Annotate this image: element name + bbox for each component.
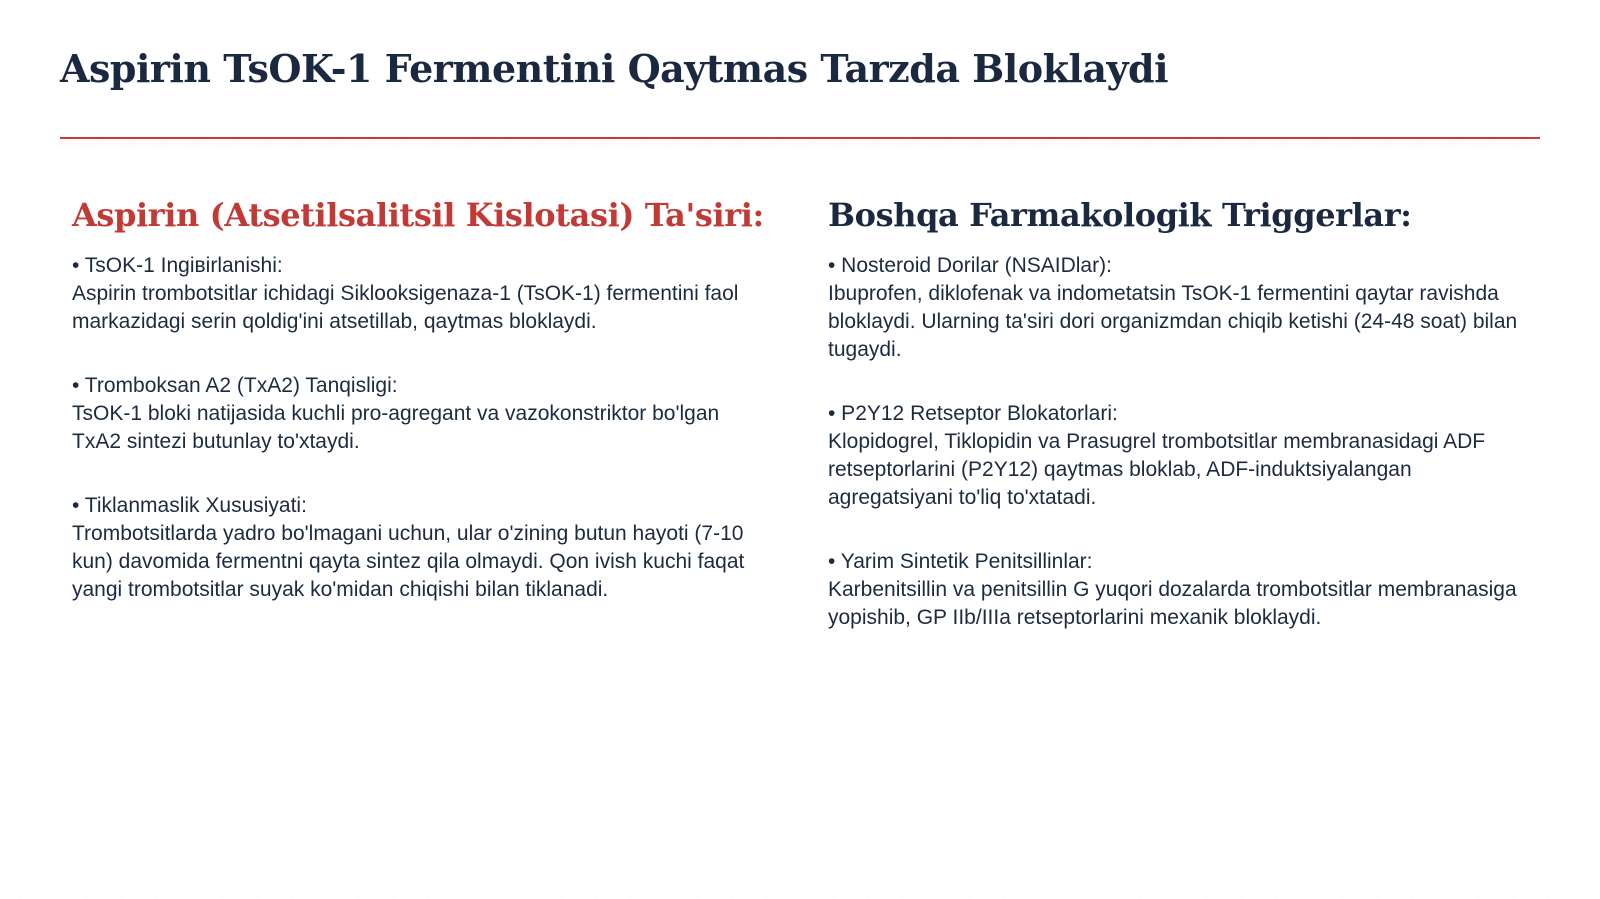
left-column: [72, 196, 772, 640]
slide-title: Aspirin TsOK-1 Fermentini Qaytmas Tarzda Bloklaydi: [60, 46, 1169, 91]
item-body: Karbenitsillin va penitsillin G yuqori dozalarda trombotsitlar membranasiga yopishib, GP IIb/IIIa retseptorlarini mexanik bloklaydi.: [828, 578, 1517, 629]
list-item: [72, 372, 772, 456]
list-item: [72, 492, 772, 604]
list-item: [72, 252, 772, 336]
item-title: • Nosteroid Dorilar (NSAIDlar):: [828, 254, 1112, 277]
item-title: • TsOK-1 Ingiвirlanishi:: [72, 254, 283, 277]
item-body: Aspirin trombotsitlar ichidagi Siklooksigenaza-1 (TsOK-1) fermentini faol markazidagi serin qoldig'ini atsetillab, qaytmas bloklaydi.: [72, 282, 739, 333]
title-divider: [60, 137, 1540, 139]
left-column-heading: Aspirin (Atsetilsalitsil Kislotasi) Ta'siri:: [72, 196, 764, 234]
list-item: [828, 252, 1528, 364]
item-body: Ibuprofen, diklofenak va indometatsin TsOK-1 fermentini qaytar ravishda bloklaydi. Ularning ta'siri dori organizmdan chiqib ketishi (24-48 soat) bilan tugaydi.: [828, 282, 1518, 361]
item-title: • Tromboksan A2 (TxA2) Tanqisligi:: [72, 374, 398, 397]
item-title: • Tiklanmaslik Xususiyati:: [72, 494, 307, 517]
item-title: • Yarim Sintetik Penitsillinlar:: [828, 550, 1093, 573]
right-column: [828, 196, 1528, 668]
item-body: TsOK-1 bloki natijasida kuchli pro-agregant va vazokonstriktor bo'lgan TxA2 sintezi butunlay to'xtaydi.: [72, 402, 720, 453]
right-column-heading: Boshqa Farmakologik Triggerlar:: [828, 196, 1412, 234]
list-item: [828, 400, 1528, 512]
list-item: [828, 548, 1528, 632]
item-body: Trombotsitlarda yadro bo'lmagani uchun, ular o'zining butun hayoti (7-10 kun) davomida fermentni qayta sintez qila olmaydi. Qon ivish kuchi faqat yangi trombotsitlar suyak ko'midan chiqishi bilan tiklanadi.: [72, 522, 745, 601]
item-title: • P2Y12 Retseptor Blokatorlari:: [828, 402, 1118, 425]
item-body: Klopidogrel, Tiklopidin va Prasugrel trombotsitlar membranasidagi ADF retseptorlarini (P2Y12) qaytmas bloklab, ADF-induktsiyalangan agregatsiyani to'liq to'xtatadi.: [828, 430, 1486, 509]
